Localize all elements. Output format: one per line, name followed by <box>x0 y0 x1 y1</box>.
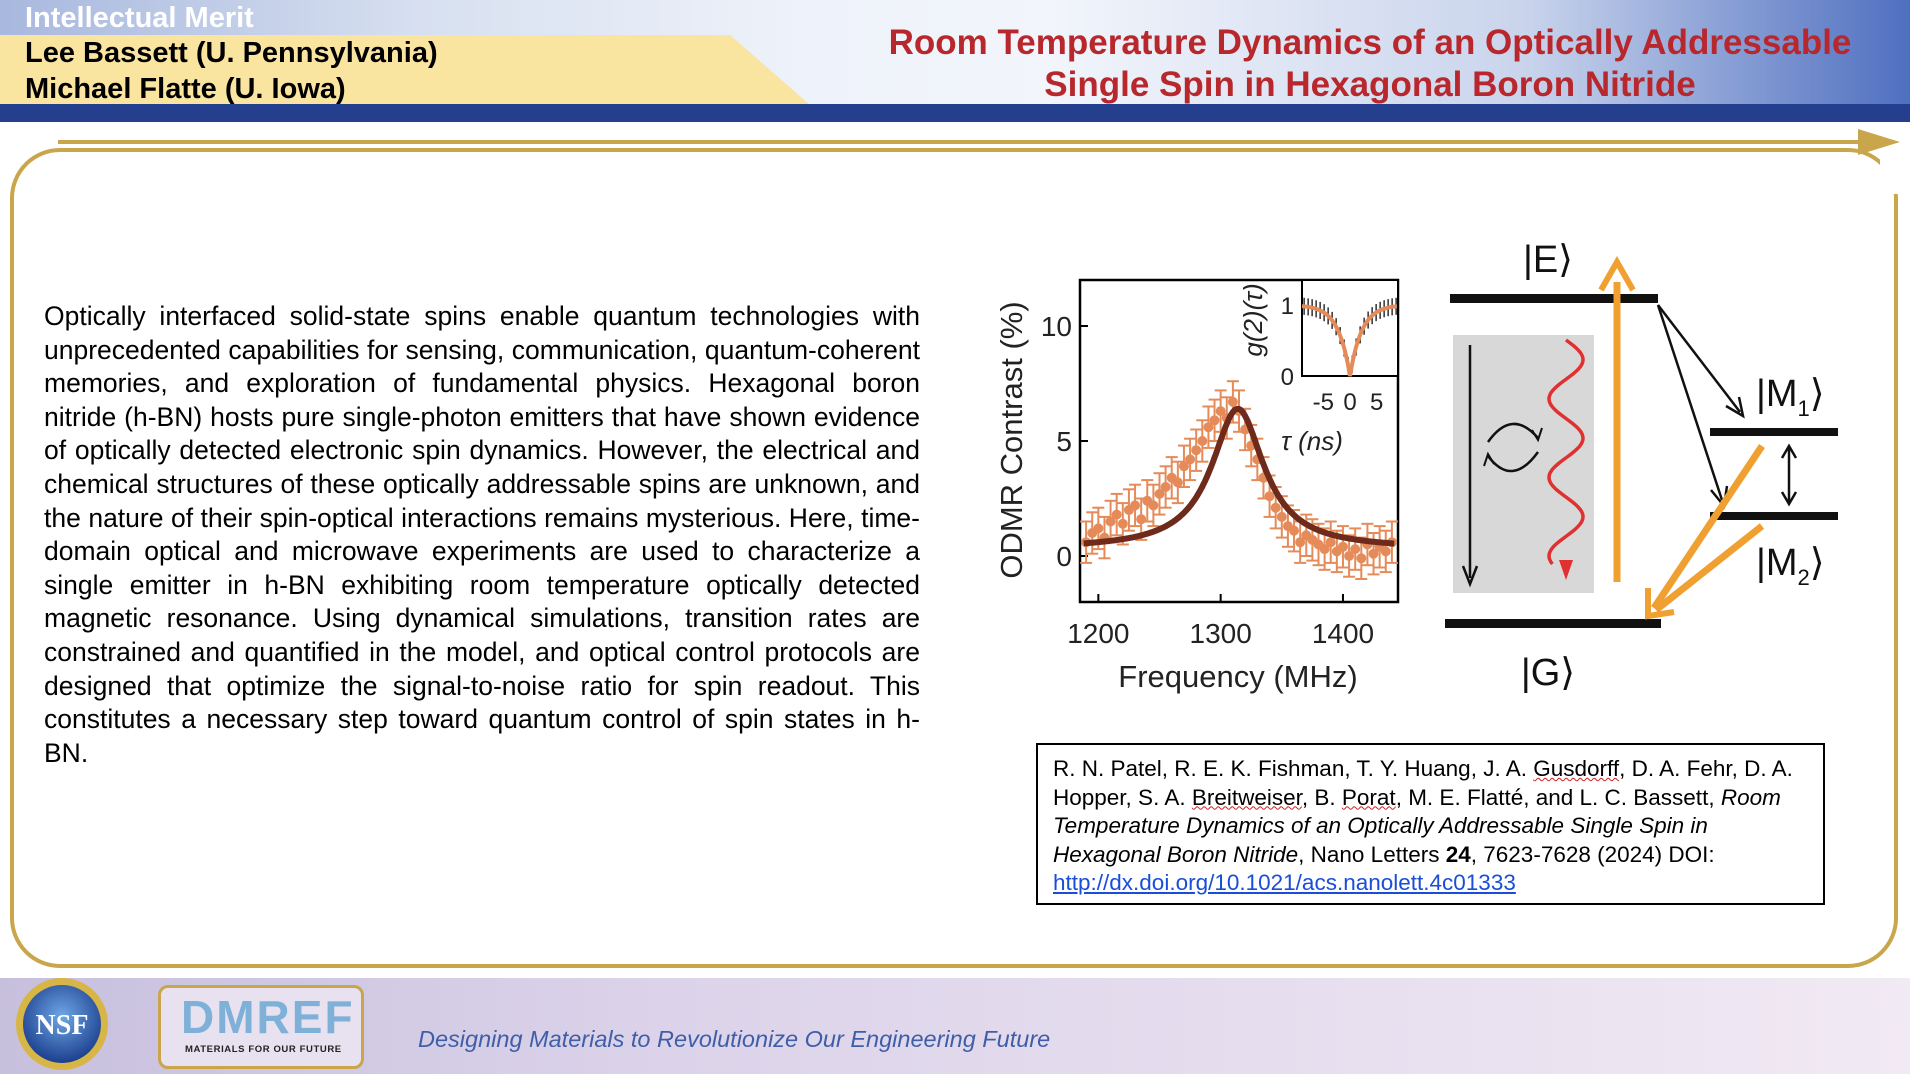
title-line-2: Single Spin in Hexagonal Boron Nitride <box>1044 65 1696 104</box>
ref-authors-3: , B. <box>1301 784 1342 810</box>
ref-journal: , Nano Letters <box>1298 841 1446 867</box>
inset-y-tick-label-1: 1 <box>1280 292 1294 320</box>
ket-m1-sub: 1 <box>1797 396 1810 421</box>
y-axis-label: ODMR Contrast (%) <box>994 301 1029 579</box>
ref-paper-title: Room Temperature Dynamics of an Optically Addressable Single Spin in Hexagonal Boron Nitride <box>1053 784 1781 867</box>
inset-y-label: g(2)(τ) <box>1238 283 1268 357</box>
y-tick-label-2: 10 <box>1040 311 1072 342</box>
doi-link[interactable]: http://dx.doi.org/10.1021/acs.nanolett.4c01333 <box>1053 870 1516 895</box>
ref-authors-4: , M. E. Flatté, and L. C. Bassett, <box>1395 784 1721 810</box>
inset-x-tick-label-2: 5 <box>1369 389 1384 416</box>
x-tick-label-0: 1200 <box>1067 618 1130 649</box>
dmref-logo-subtitle: MATERIALS FOR OUR FUTURE <box>185 1044 342 1055</box>
nsf-logo <box>16 978 108 1070</box>
ref-pages: , 7623-7628 (2024) DOI: <box>1470 841 1715 867</box>
nsf-logo-text: NSF <box>35 1010 89 1041</box>
ket-m2-close: ⟩ <box>1809 542 1825 584</box>
dmref-logo-text: DMREF <box>181 991 355 1043</box>
inset-x-label: τ (ns) <box>1281 426 1343 456</box>
ket-m1-main: |M <box>1756 373 1798 415</box>
ref-volume: 24 <box>1445 841 1471 867</box>
title-line-1: Room Temperature Dynamics of an Optically Addressable <box>888 23 1852 62</box>
x-tick-label-1: 1300 <box>1189 618 1252 649</box>
author-1: Lee Bassett (U. Pennsylvania) <box>25 37 438 69</box>
y-tick-label-0: 0 <box>1056 541 1072 572</box>
ket-m2-main: |M <box>1756 542 1798 584</box>
ref-author-gusdorff: Gusdorff <box>1533 756 1620 781</box>
ref-authors-1: R. N. Patel, R. E. K. Fishman, T. Y. Huang, J. A. <box>1053 756 1534 781</box>
abstract-paragraph: Optically interfaced solid-state spins enable quantum technologies with unprecedented capabilities for sensing, communication, quantum-coherent memories, and exploration of fundamental physics. Hexagonal boron nitride (h-BN) hosts pure single-photon emitters that have shown evidence of optically detected electronic spin dynamics. However, the electrical and chemical structures of these optically addressable spins are unknown, and the nature of their spin-optical interactions remains mysterious. Here, time-domain optical and microwave experiments are used to characterize a single emitter in h-BN exhibiting room temperature optically detected magnetic resonance. Using dynamical simulations, transition rates are constrained and quantified in the model, and optical control protocols are designed that optimize the signal-to-noise ratio for spin readout. This constitutes a necessary step toward quantum control of spin states in h-BN. <box>44 301 920 768</box>
ket-e: |E⟩ <box>1522 239 1574 281</box>
section-label: Intellectual Merit <box>25 2 254 34</box>
ref-authors-2: , D. A. Fehr, D. A. Hopper, S. A. <box>1053 756 1793 810</box>
x-axis-label: Frequency (MHz) <box>1118 659 1358 694</box>
inset-y-tick-label-0: 0 <box>1280 364 1294 391</box>
footer-tagline: Designing Materials to Revolutionize Our Engineering Future <box>418 1026 1051 1052</box>
ket-g: |G⟩ <box>1520 652 1576 694</box>
ket-m2-sub: 2 <box>1797 565 1810 590</box>
inset-x-tick-label-0: -5 <box>1312 389 1335 416</box>
ref-author-breitweiser: Breitweiser <box>1191 784 1302 810</box>
ket-m1-close: ⟩ <box>1809 373 1825 415</box>
y-tick-label-1: 5 <box>1056 426 1072 457</box>
author-2: Michael Flatte (U. Iowa) <box>25 73 346 105</box>
dmref-logo <box>158 985 364 1069</box>
inset-x-tick-label-1: 0 <box>1343 389 1357 416</box>
ref-author-porat: Porat <box>1341 784 1396 810</box>
x-tick-label-2: 1400 <box>1311 618 1375 649</box>
